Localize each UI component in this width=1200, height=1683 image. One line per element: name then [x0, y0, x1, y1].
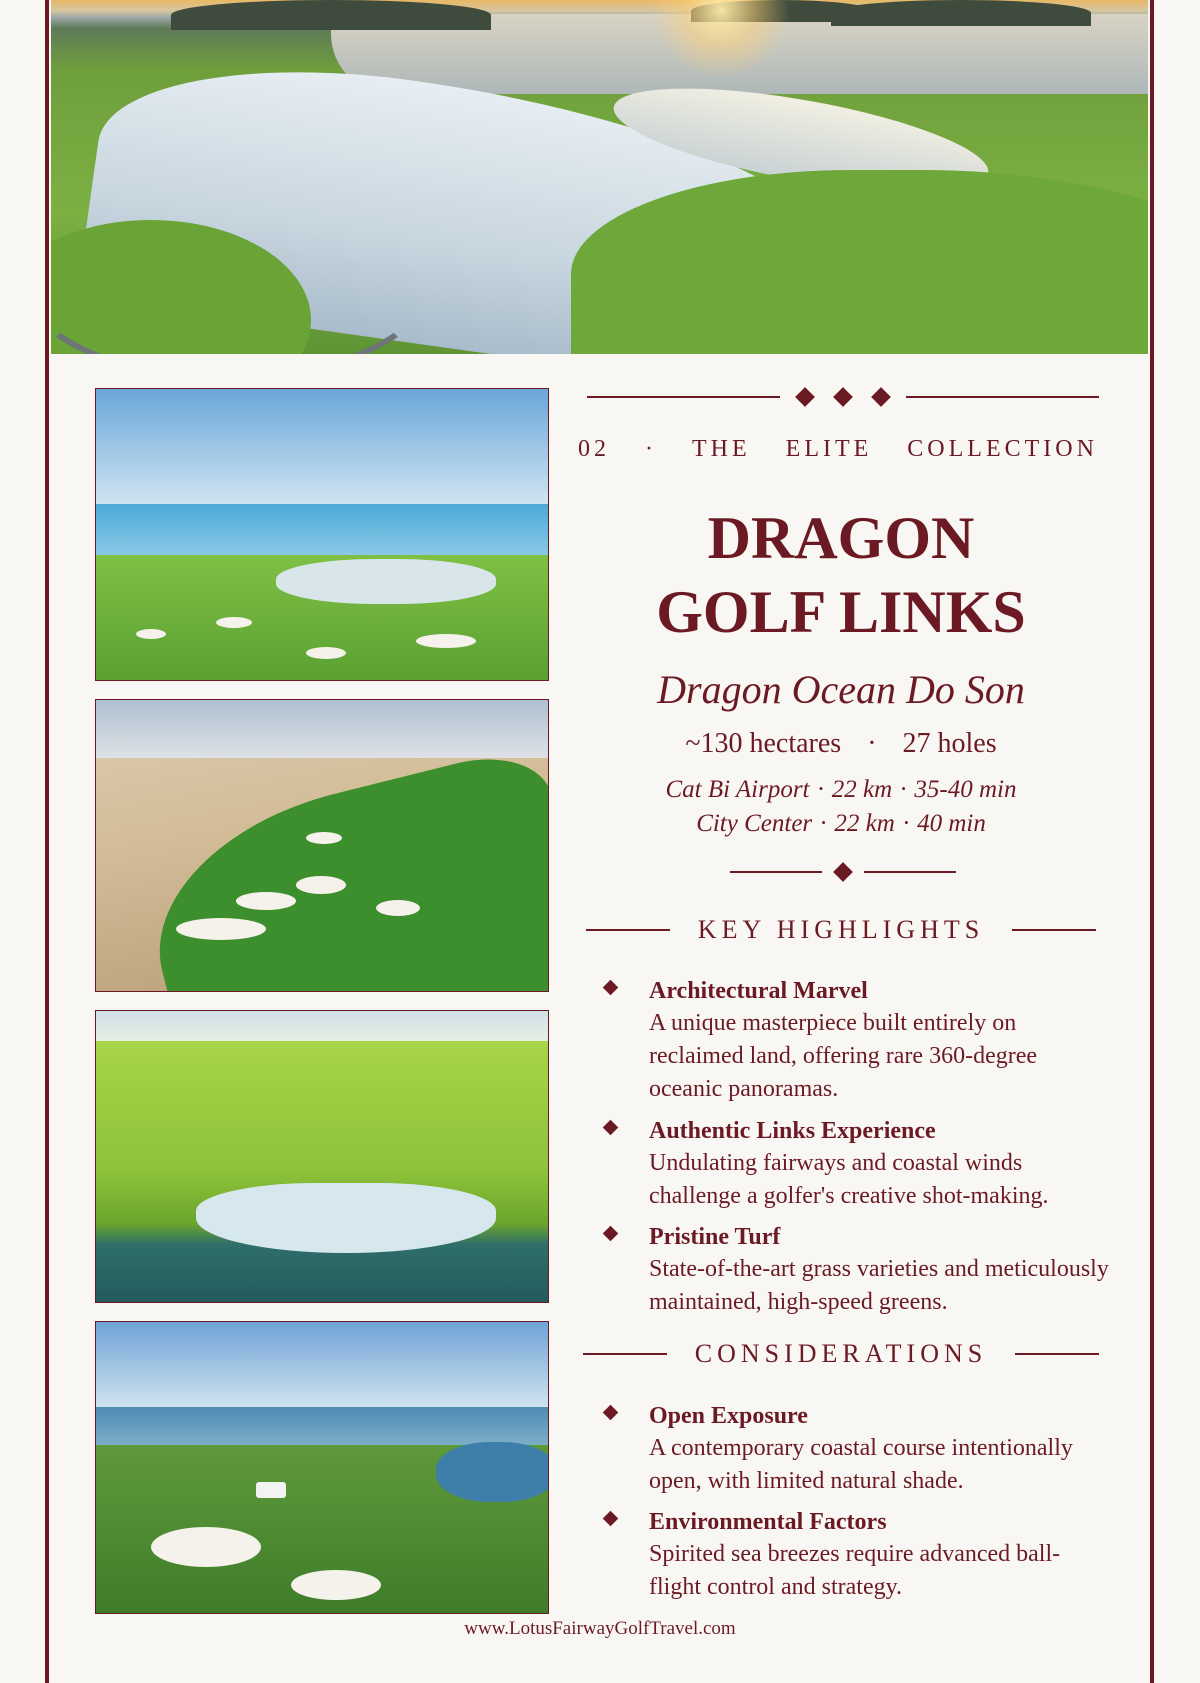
footer-website-link[interactable]: www.LotusFairwayGolfTravel.com — [464, 1618, 736, 1639]
travel-separator: · — [902, 810, 910, 837]
highlights-heading — [578, 915, 1104, 945]
consideration-item — [600, 1400, 1110, 1498]
travel-distance: 22 km — [834, 810, 895, 837]
photo-sky — [96, 700, 548, 760]
highlights-title: KEY HIGHLIGHTS — [697, 915, 985, 944]
travel-distance: 22 km — [831, 776, 893, 803]
stat-area: ~130 hectares — [685, 728, 842, 759]
consideration-head: Environmental Factors — [649, 1509, 887, 1535]
photo-bunker — [306, 832, 342, 844]
photo-pond — [276, 559, 496, 604]
hero-hill — [831, 0, 1091, 26]
top-ornament — [587, 390, 1099, 404]
travel-time: 40 min — [917, 810, 986, 837]
travel-separator: · — [817, 776, 824, 803]
gallery-photo-1 — [95, 388, 549, 681]
hero-image — [51, 0, 1148, 354]
stat-separator: · — [867, 728, 877, 759]
course-subtitle: Dragon Ocean Do Son — [657, 667, 1025, 712]
photo-pond — [436, 1442, 549, 1502]
photo-clubhouse — [256, 1482, 286, 1498]
photo-sky — [96, 1011, 548, 1041]
page-title-line2: GOLF LINKS — [656, 579, 1026, 645]
page-title-line1: DRAGON — [707, 505, 975, 571]
photo-grass — [96, 1041, 548, 1302]
photo-bunker — [236, 892, 296, 910]
photo-bunker — [151, 1527, 261, 1567]
consideration-head: Open Exposure — [649, 1403, 808, 1429]
eyebrow-word: ELITE — [785, 436, 873, 462]
photo-sky — [96, 1322, 548, 1407]
travel-time: 35-40 min — [914, 776, 1017, 803]
consideration-item — [600, 1506, 1110, 1604]
consideration-body: A contemporary coastal course intentionally open, with limited natural shade. — [649, 1435, 1073, 1494]
photo-sky — [96, 389, 548, 504]
photo-water — [96, 504, 548, 559]
mid-ornament — [730, 865, 956, 879]
diamond-bullet-icon — [603, 1226, 619, 1242]
hero-fairway — [571, 170, 1148, 354]
photo-bunker — [176, 918, 266, 940]
diamond-bullet-icon — [603, 980, 619, 996]
travel-separator: · — [820, 810, 827, 837]
highlight-head: Architectural Marvel — [649, 978, 868, 1004]
diamond-bullet-icon — [603, 1511, 619, 1527]
photo-bunker — [216, 617, 252, 628]
photo-water — [96, 1407, 548, 1447]
eyebrow-word: THE — [692, 436, 751, 462]
consideration-body: Spirited sea breezes require advanced ball-flight control and strategy. — [649, 1541, 1061, 1600]
travel-separator: · — [900, 776, 907, 803]
highlight-body: State-of-the-art grass varieties and meticulously maintained, high-speed greens. — [649, 1256, 1109, 1315]
highlight-item — [600, 1221, 1110, 1319]
highlight-head: Authentic Links Experience — [649, 1118, 936, 1144]
diamond-bullet-icon — [603, 1120, 619, 1136]
gallery-photo-4 — [95, 1321, 549, 1614]
photo-bunker — [136, 629, 166, 639]
photo-bunker — [416, 634, 476, 648]
hero-hill — [171, 0, 491, 30]
photo-bunker — [306, 647, 346, 659]
considerations-heading — [578, 1339, 1104, 1369]
travel-place: City Center — [696, 810, 813, 837]
eyebrow-separator: · — [645, 436, 657, 462]
frame-right-border — [1150, 0, 1154, 1683]
highlight-body: Undulating fairways and coastal winds challenge a golfer's creative shot-making. — [649, 1150, 1049, 1209]
diamond-bullet-icon — [603, 1405, 619, 1421]
photo-bunker — [296, 876, 346, 894]
stat-holes: 27 holes — [902, 728, 997, 759]
photo-water-hazard — [196, 1183, 496, 1253]
hero-sun — [651, 0, 791, 80]
course-stats — [578, 728, 1104, 760]
highlight-head: Pristine Turf — [649, 1224, 781, 1250]
considerations-title: CONSIDERATIONS — [694, 1339, 988, 1368]
photo-bunker — [376, 900, 420, 916]
eyebrow-label — [578, 436, 1098, 463]
photo-bunker — [291, 1570, 381, 1600]
gallery-photo-2 — [95, 699, 549, 992]
section-number: 02 — [578, 436, 610, 462]
frame-left-border — [45, 0, 49, 1683]
travel-place: Cat Bi Airport — [665, 776, 810, 803]
travel-city — [578, 810, 1104, 838]
eyebrow-word: COLLECTION — [907, 436, 1098, 462]
highlight-item — [600, 975, 1110, 1106]
highlight-body: A unique masterpiece built entirely on reclaimed land, offering rare 360-degree oceanic panoramas. — [649, 1010, 1038, 1102]
travel-airport — [578, 776, 1104, 804]
highlight-item — [600, 1115, 1110, 1213]
gallery-photo-3 — [95, 1010, 549, 1303]
